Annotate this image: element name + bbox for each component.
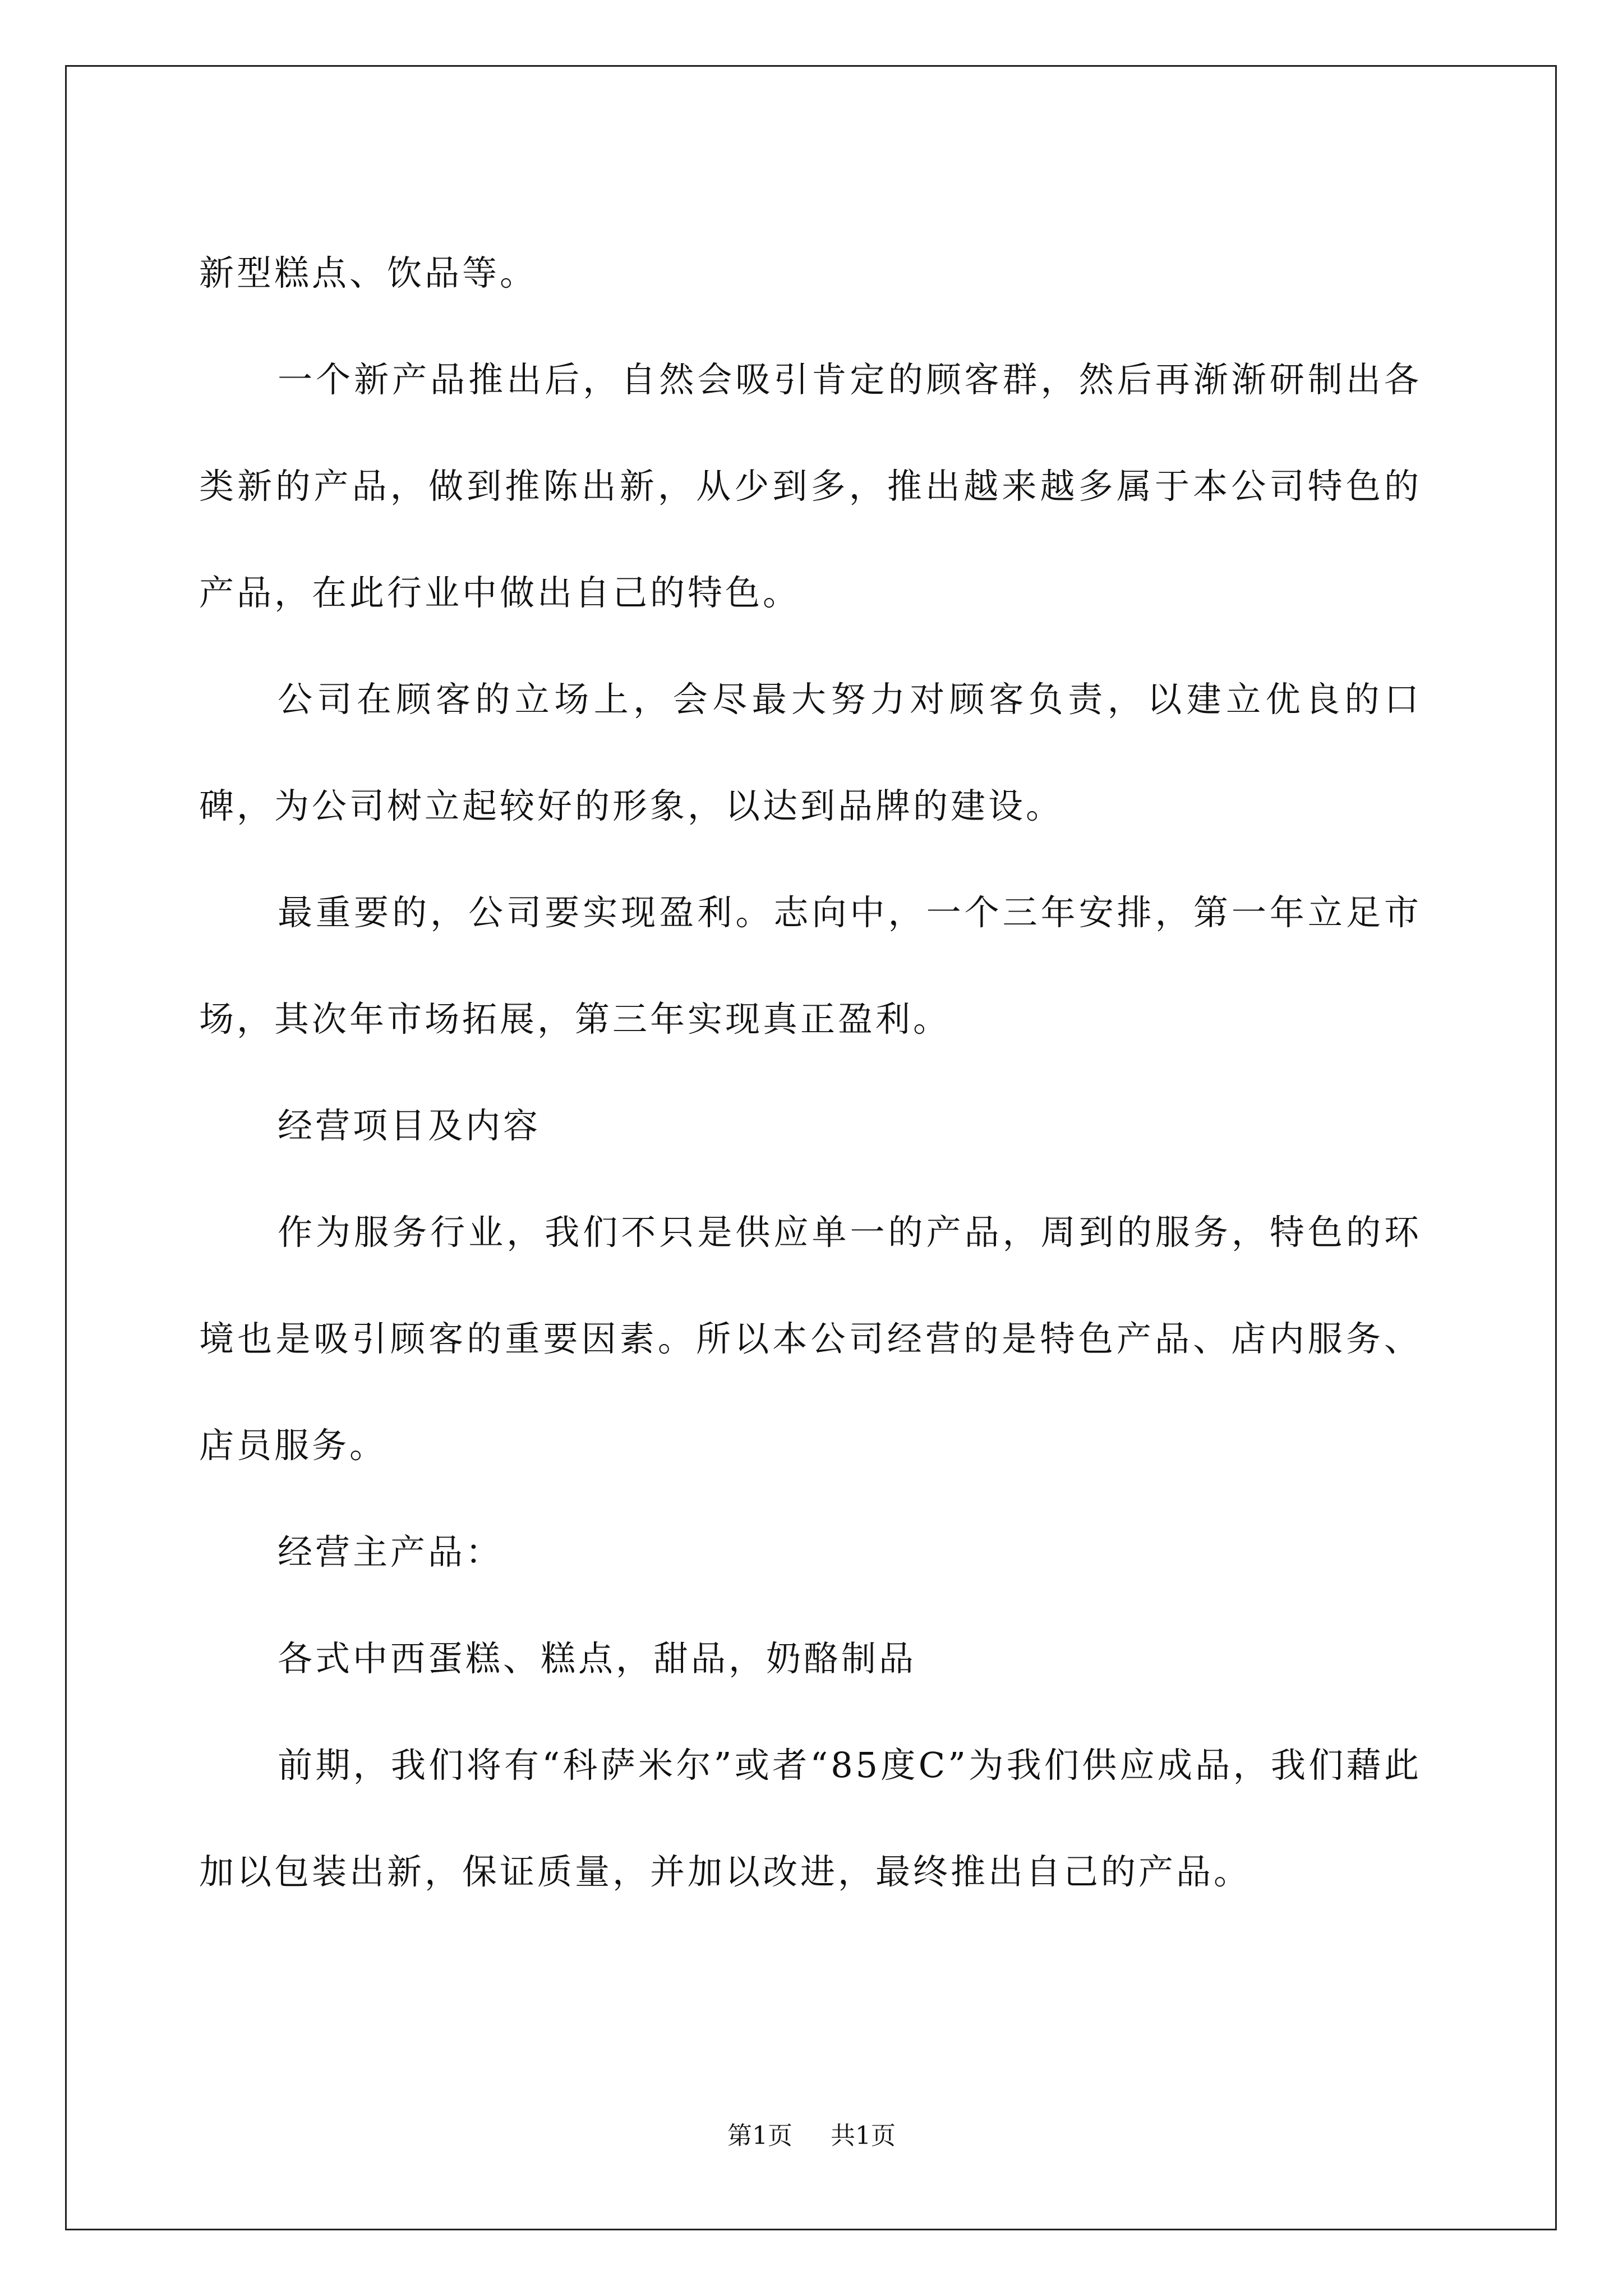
document-body <box>199 220 1422 1925</box>
subsection-heading: 经营主产品： <box>278 1531 504 1572</box>
page-total: 共1页 <box>831 2122 896 2150</box>
paragraph: 各式中西蛋糕、糕点，甜品，奶酪制品 <box>278 1638 917 1679</box>
page-footer <box>0 2119 1623 2153</box>
paragraph: 公司在顾客的立场上，会尽最大努力对顾客负责，以建立优良的口碑，为公司树立起较好的形象，以达到品牌的建设。 <box>199 679 1422 826</box>
paragraph: 前期，我们将有“科萨米尔”或者“85度C”为我们供应成品，我们藉此加以包装出新，保证质量，并加以改进，最终推出自己的产品。 <box>199 1745 1422 1892</box>
section-heading: 经营项目及内容 <box>278 1105 541 1146</box>
paragraph: 一个新产品推出后，自然会吸引肯定的顾客群，然后再渐渐研制出各类新的产品，做到推陈出新，从少到多，推出越来越多属于本公司特色的产品，在此行业中做出自己的特色。 <box>199 359 1422 613</box>
paragraph: 新型糕点、饮品等。 <box>199 252 538 293</box>
page-number: 第1页 <box>727 2122 792 2150</box>
paragraph: 最重要的，公司要实现盈利。志向中，一个三年安排，第一年立足市场，其次年市场拓展，第三年实现真正盈利。 <box>199 892 1422 1039</box>
paragraph: 作为服务行业，我们不只是供应单一的产品，周到的服务，特色的环境也是吸引顾客的重要因素。所以本公司经营的是特色产品、店内服务、店员服务。 <box>199 1212 1422 1466</box>
